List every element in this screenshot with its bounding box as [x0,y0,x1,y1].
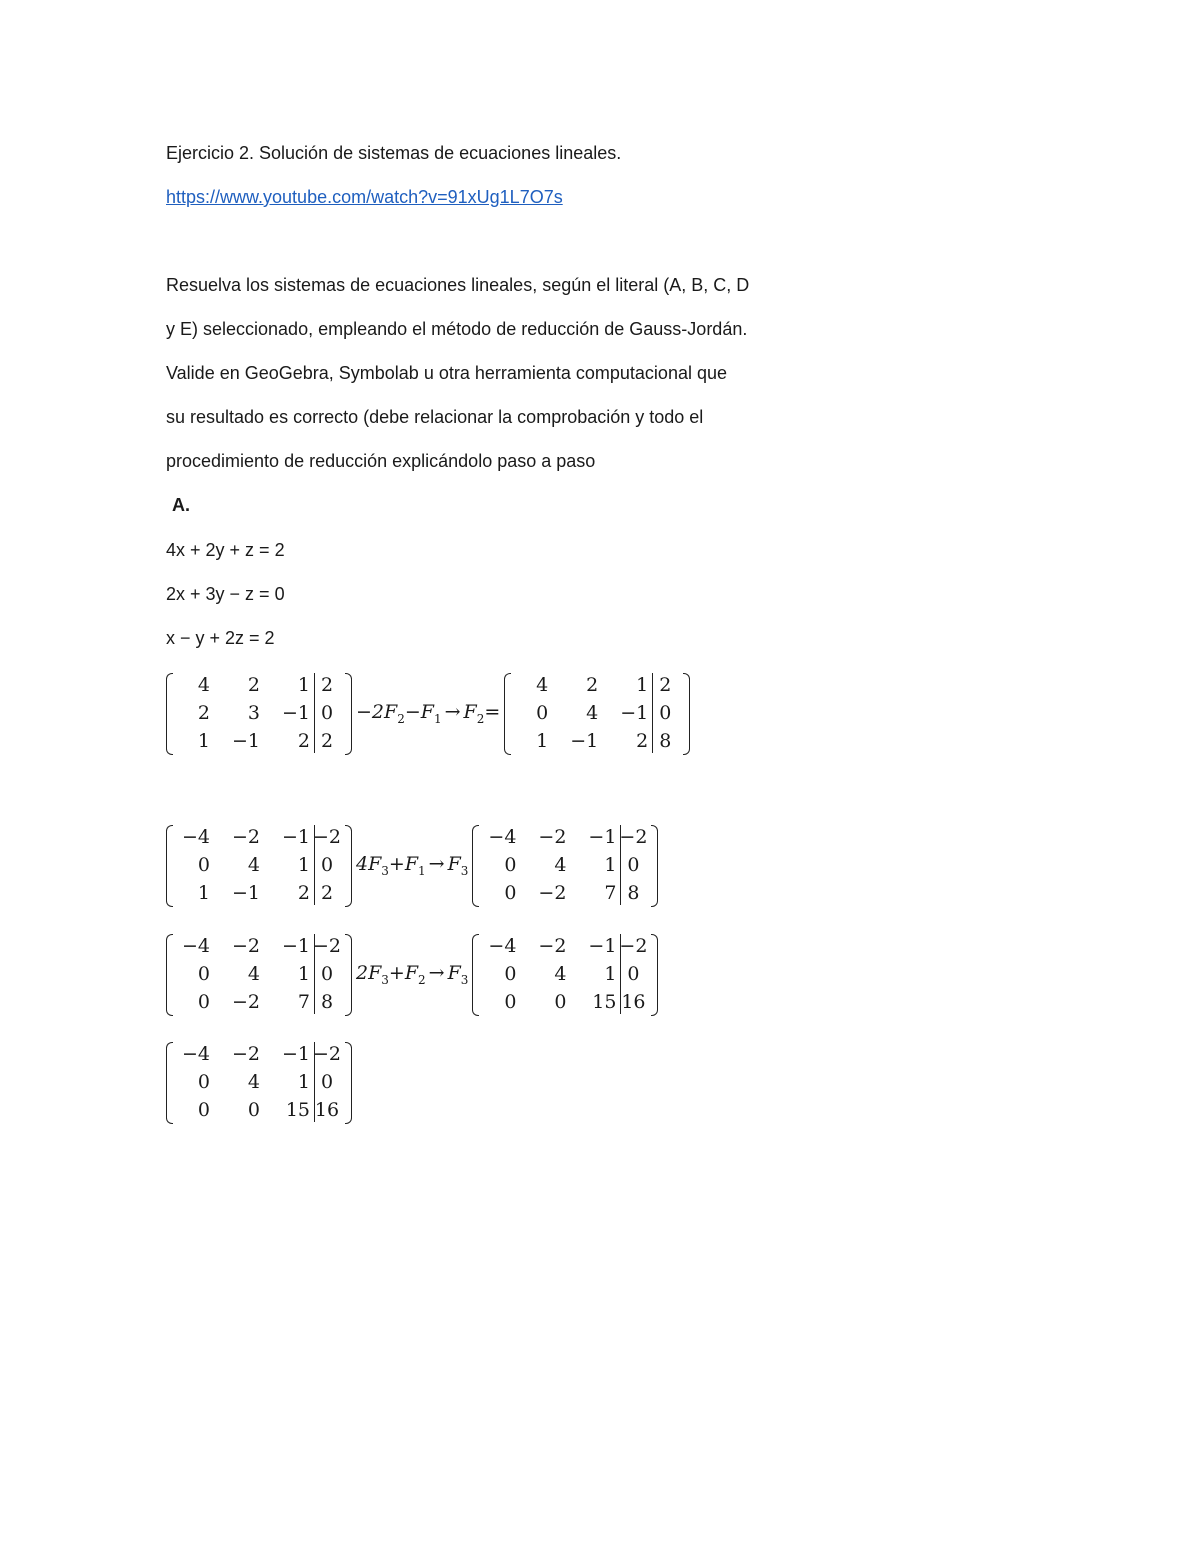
row-operation: $4F_3+F_1 \to F_3$ [356,852,469,878]
step-2 [166,823,658,907]
matrix-cell: 2 [320,674,334,696]
augmented-matrix [166,671,352,755]
augmented-matrix [472,932,658,1016]
matrix-cell: −1 [588,935,617,957]
matrix-cell: −2 [538,935,567,957]
matrix-cell: −2 [538,882,567,904]
matrix-cell: −4 [488,826,517,848]
matrix-cell: 4 [554,963,567,985]
right-bracket [345,1042,352,1124]
matrix-cell: 4 [554,854,567,876]
matrix-cell: −1 [570,730,599,752]
matrix-cell: −4 [181,826,210,848]
matrix-cell: −2 [312,1043,341,1065]
matrix-cell: 0 [320,1071,334,1093]
row-operation: $2F_3+F_2 \to F_3$ [356,961,469,987]
matrix-cell: 1 [297,1071,310,1093]
matrix-cell: 2 [636,730,649,752]
right-bracket [345,934,352,1016]
left-bracket [472,934,479,1016]
matrix-cell: 2 [297,730,310,752]
matrix-cell: 0 [536,702,549,724]
matrix-cell: −2 [231,991,260,1013]
matrix-cell: 2 [297,882,310,904]
left-bracket [166,934,173,1016]
matrix-cell: 0 [197,963,210,985]
instructions-line-1: Resuelva los sistemas de ecuaciones lineales, según el literal (A, B, C, D [166,275,750,295]
left-bracket [166,673,173,755]
matrix-cell: 0 [247,1099,260,1121]
matrix-cell: 0 [197,1099,210,1121]
left-bracket [166,825,173,907]
matrix-cell: −2 [619,935,648,957]
matrix-cell: 0 [320,702,334,724]
matrix-cell: −4 [181,1043,210,1065]
matrix-cell: 0 [554,991,567,1013]
matrix-cell: 0 [504,882,517,904]
matrix-cell: −2 [231,935,260,957]
matrix-cell: −2 [231,1043,260,1065]
instructions-line-5: procedimiento de reducción explicándolo paso a paso [166,451,596,471]
matrix-cell: 2 [586,674,599,696]
matrix-cell: −1 [231,882,260,904]
matrix-cell: −1 [281,702,310,724]
equation-1: 4x + 2y + z = 2 [166,540,285,560]
matrix-cell: −1 [281,1043,310,1065]
matrix-cell: 4 [586,702,599,724]
step-3 [166,932,658,1016]
right-bracket [651,825,658,907]
matrix-cell: 8 [627,882,640,904]
matrix-cell: −2 [619,826,648,848]
right-bracket [651,934,658,1016]
instructions-line-4: su resultado es correcto (debe relacionar la comprobación y todo el [166,407,704,427]
matrix-cell: −1 [281,826,310,848]
matrix-cell: 8 [320,991,334,1013]
matrix-cell: 4 [536,674,549,696]
left-bracket [166,1042,173,1124]
matrix-cell: 0 [197,991,210,1013]
matrix-cell: 0 [197,854,210,876]
right-bracket [683,673,690,755]
matrix-cell: −2 [312,935,341,957]
matrix-cell: −1 [231,730,260,752]
matrix-cell: −1 [281,935,310,957]
right-bracket [345,825,352,907]
matrix-cell: 0 [504,991,517,1013]
step-4 [166,1040,352,1124]
matrix-cell: 4 [247,963,260,985]
matrix-cell: 0 [320,854,334,876]
matrix-cell: 0 [197,1071,210,1093]
matrix-cell: 16 [621,991,646,1013]
matrix-cell: 15 [285,1099,310,1121]
step-1 [166,671,690,755]
matrix-cell: 2 [197,702,210,724]
matrix-cell: 0 [659,702,672,724]
instructions-line-2: y E) seleccionado, empleando el método de reducción de Gauss-Jordán. [166,319,748,339]
matrix-cell: 1 [197,730,210,752]
matrix-cell: 2 [320,882,334,904]
matrix-cell: 8 [659,730,672,752]
left-bracket [472,825,479,907]
matrix-cell: 1 [297,854,310,876]
matrix-cell: 1 [604,963,617,985]
matrix-cell: 3 [247,702,260,724]
augmented-matrix [472,823,658,907]
matrix-cell: 1 [536,730,549,752]
equation-2: 2x + 3y − z = 0 [166,584,285,604]
equation-3: x − y + 2z = 2 [166,628,275,648]
matrix-cell: 1 [297,674,310,696]
augmented-matrix [166,1040,352,1124]
matrix-cell: 1 [297,963,310,985]
matrix-cell: 0 [627,854,640,876]
matrix-cell: −1 [620,702,649,724]
matrix-cell: 0 [504,963,517,985]
matrix-cell: −4 [181,935,210,957]
matrix-cell: 4 [247,1071,260,1093]
section-label-a: A. [172,495,190,515]
matrix-cell: 15 [592,991,617,1013]
matrix-cell: 2 [320,730,334,752]
matrix-cell: 16 [314,1099,340,1121]
right-bracket [345,673,352,755]
left-bracket [504,673,511,755]
matrix-cell: −2 [538,826,567,848]
matrix-cell: 7 [604,882,617,904]
matrix-cell: 0 [504,854,517,876]
matrix-cell: −2 [231,826,260,848]
matrix-cell: −1 [588,826,617,848]
matrix-cell: 2 [247,674,260,696]
matrix-cell: 1 [636,674,649,696]
row-operation: $-2F_2-F_1 \to F_2=$ [356,700,501,726]
matrix-cell: −2 [312,826,341,848]
matrix-cell: 0 [627,963,640,985]
augmented-matrix [166,823,352,907]
augmented-matrix [504,671,690,755]
youtube-link[interactable]: https://www.youtube.com/watch?v=91xUg1L7O7s [166,187,563,207]
matrix-cell: 7 [297,991,310,1013]
instructions-line-3: Valide en GeoGebra, Symbolab u otra herramienta computacional que [166,363,727,383]
augmented-matrix [166,932,352,1016]
matrix-cell: −4 [488,935,517,957]
exercise-title: Ejercicio 2. Solución de sistemas de ecuaciones lineales. [166,143,622,163]
matrix-cell: 1 [197,882,210,904]
matrix-cell: 4 [197,674,210,696]
matrix-cell: 2 [659,674,672,696]
matrix-cell: 0 [320,963,334,985]
matrix-cell: 1 [604,854,617,876]
matrix-cell: 4 [247,854,260,876]
